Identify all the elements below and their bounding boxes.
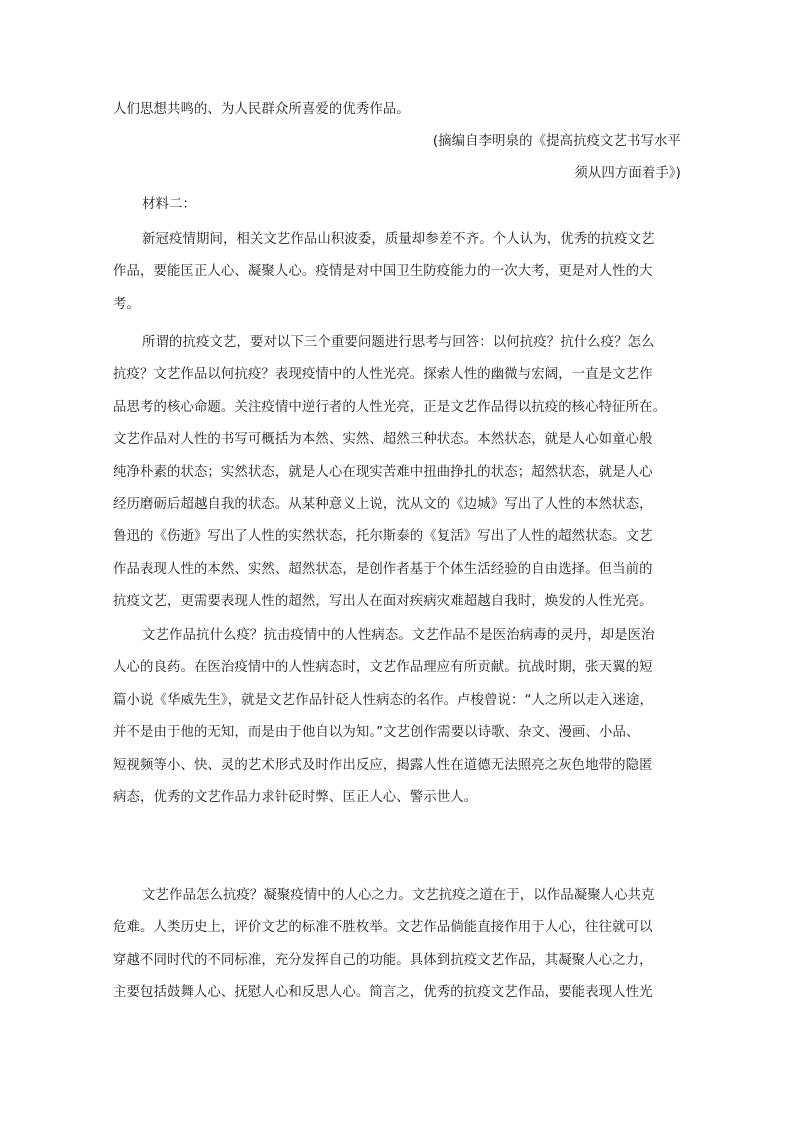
paragraph-line: 文艺作品对人性的书写可概括为本然、实然、超然三种状态。本然状态，就是人心如童心般 xyxy=(113,432,653,448)
paragraph-line: 危难。人类历史上，评价文艺的标准不胜枚举。文艺作品倘能直接作用于人心，往往就可以 xyxy=(113,920,653,936)
paragraph-line: 文艺作品抗什么疫？抗击疫情中的人性病态。文艺作品不是医治病毒的灵丹，却是医治 xyxy=(142,628,655,643)
paragraph-line: 所谓的抗疫文艺，要对以下三个重要问题进行思考与回答：以何抗疫？抗什么疫？怎么 xyxy=(142,335,655,350)
material-title: 材料二： xyxy=(142,197,196,212)
paragraph-line: 抗疫？文艺作品以何抗疫？表现疫情中的人性光亮。探索人性的幽微与宏阔，一直是文艺作 xyxy=(113,367,653,383)
paragraph-line: 纯净朴素的状态；实然状态，就是人心在现实苦难中扭曲挣扎的状态；超然状态，就是人心 xyxy=(113,464,653,480)
paragraph-line: 并不是由于他的无知，而是由于他自以为知。”文艺创作需要以诗歌、杂文、漫画、小品、 xyxy=(113,725,640,741)
paragraph-line: 人心的良药。在医治疫情中的人性病态时，文艺作品理应有所贡献。抗战时期，张天翼的短 xyxy=(113,660,653,676)
paragraph-line: 病态，优秀的文艺作品力求针砭时弊、匡正人心、警示世人。 xyxy=(113,789,478,805)
paragraph-line: 短视频等小、快、灵的艺术形式及时作出反应，揭露人性在道德无法照亮之灰色地带的隐匿 xyxy=(113,757,653,773)
paragraph-line: 篇小说《华威先生》，就是文艺作品针砭人性病态的名作。卢梭曾说：“人之所以走入迷途， xyxy=(113,692,653,708)
paragraph-line: 主要包括鼓舞人心、抚慰人心和反思人心。简言之，优秀的抗疫文艺作品，要能表现人性光 xyxy=(113,985,653,1001)
paragraph-4 xyxy=(113,880,681,1010)
material-heading xyxy=(113,189,681,221)
paragraph-2 xyxy=(113,327,681,619)
text-line: 人们思想共鸣的、为人民群众所喜爱的优秀作品。 xyxy=(113,102,410,117)
paragraph-line: 文艺作品怎么抗疫？凝聚疫情中的人心之力。文艺抗疫之道在于，以作品凝聚人心共克 xyxy=(142,888,655,903)
paragraph-line: 新冠疫情期间，相关文艺作品山积波委，质量却参差不齐。个人认为，优秀的抗疫文艺 xyxy=(142,232,655,247)
paragraph-line: 考。 xyxy=(113,296,140,312)
citation-line-1: (摘编自李明泉的《提高抗疫文艺书写水平 xyxy=(432,134,681,149)
paragraph-1 xyxy=(113,224,681,321)
paragraph-line: 品思考的核心命题。关注疫情中逆行者的人性光亮，正是文艺作品得以抗疫的核心特征所在。 xyxy=(113,399,667,415)
paragraph-line: 作品表现人性的本然、实然、超然状态，是创作者基于个体生活经验的自由选择。但当前的 xyxy=(113,561,653,577)
paragraph-line: 作品，要能匡正人心、凝聚人心。疫情是对中国卫生防疫能力的一次大考，更是对人性的大 xyxy=(113,264,653,280)
paragraph-3 xyxy=(113,620,681,814)
paragraph-line: 鲁迅的《伤逝》写出了人性的实然状态，托尔斯泰的《复活》写出了人性的超然状态。文艺 xyxy=(113,529,653,545)
paragraph-line: 抗疫文艺，更需要表现人性的超然，写出人在面对疾病灾难超越自我时，焕发的人性光亮。 xyxy=(113,594,653,610)
paragraph-line: 穿越不同时代的不同标准，充分发挥自己的功能。具体到抗疫文艺作品，其凝聚人心之力， xyxy=(113,952,653,968)
citation-line-2: 须从四方面着手》) xyxy=(574,166,681,182)
paragraph-line: 经历磨砺后超越自我的状态。从某种意义上说，沈从文的《边城》写出了人性的本然状态， xyxy=(113,496,653,512)
source-citation xyxy=(113,126,681,191)
intro-text xyxy=(113,94,681,126)
